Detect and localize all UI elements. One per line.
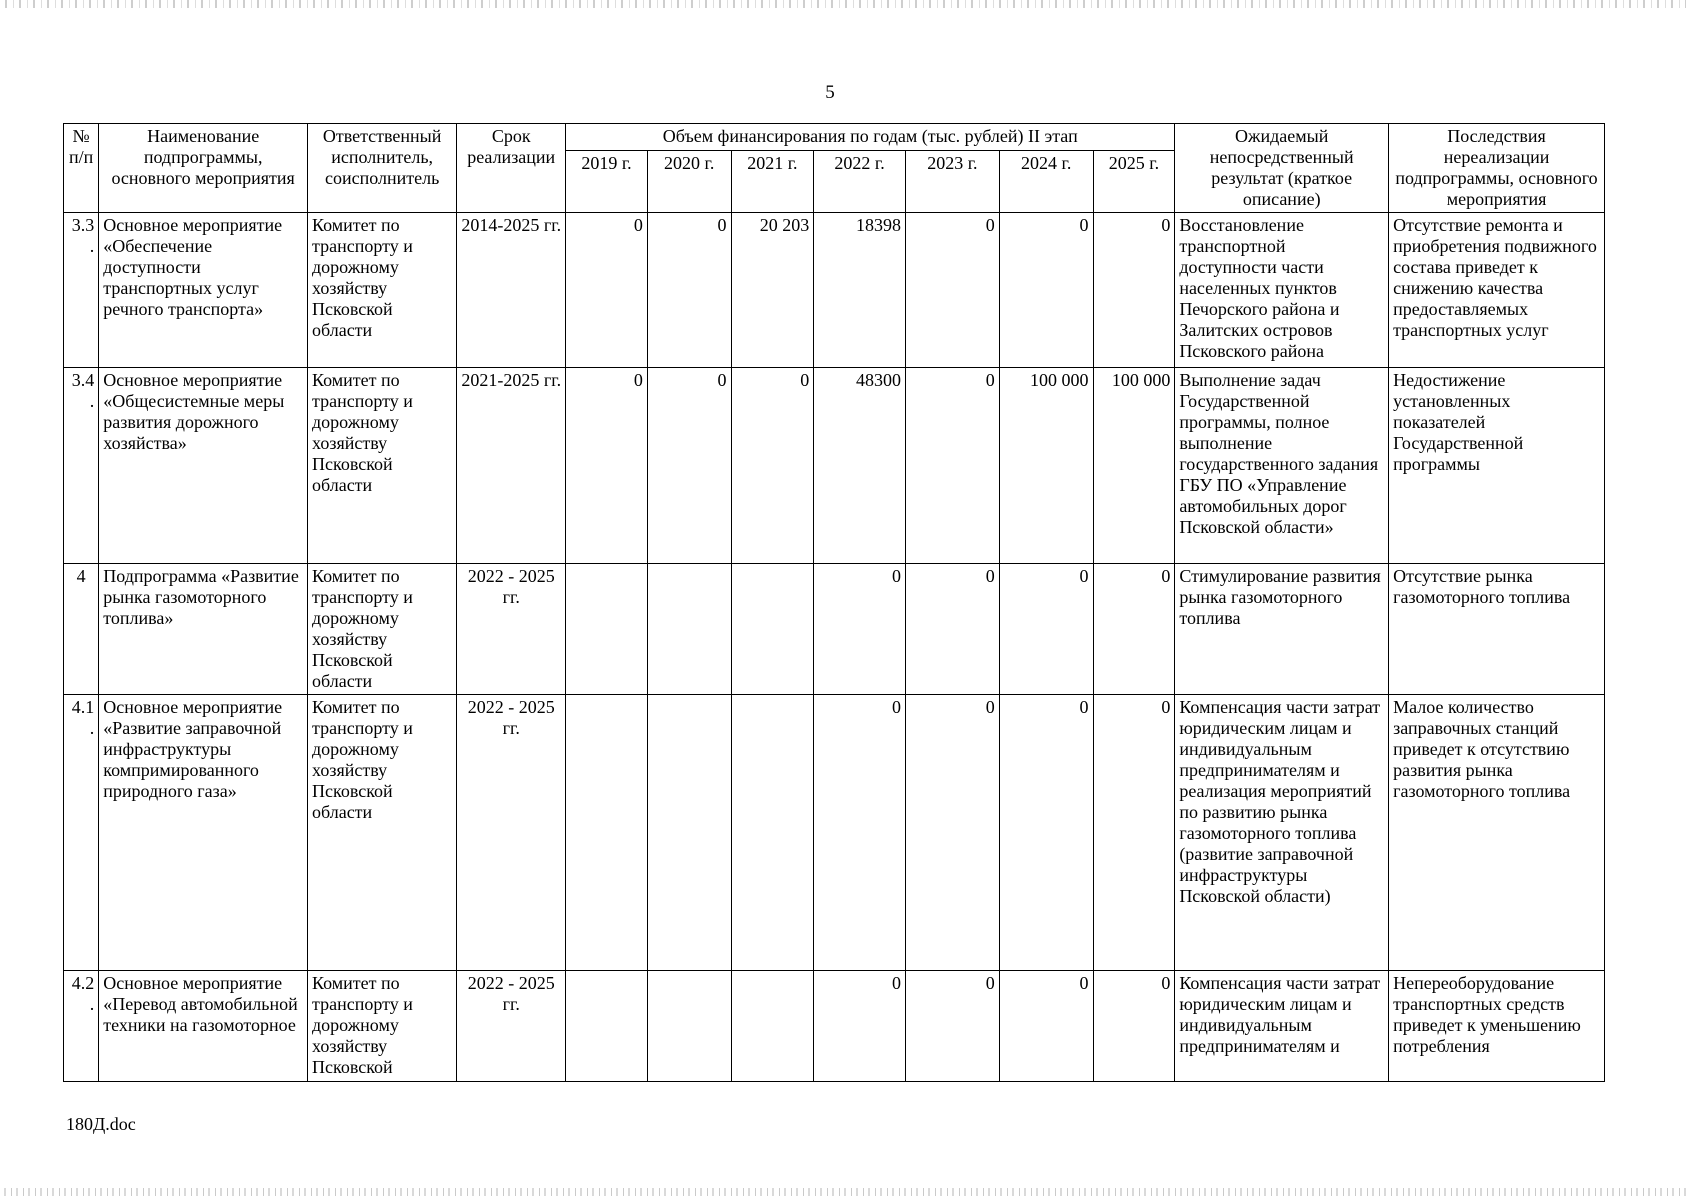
table-row bbox=[64, 695, 1605, 971]
table-row bbox=[64, 213, 1605, 368]
row-value bbox=[647, 564, 731, 695]
row-executor: Комитет по транспорту и дорожному хозяйству Псковской bbox=[308, 971, 457, 1082]
row-consequences: Отсутствие ремонта и приобретения подвижного состава приведет к снижению качества предоставляемых транспортных услуг bbox=[1389, 213, 1605, 368]
row-value: 0 bbox=[999, 213, 1093, 368]
row-name: Основное мероприятие «Перевод автомобильной техники на газомоторное bbox=[99, 971, 308, 1082]
row-result: Выполнение задач Государственной программы, полное выполнение государственного задания ГБУ ПО «Управление автомобильных дорог Псковской области» bbox=[1175, 368, 1389, 564]
row-name: Основное мероприятие «Общесистемные меры развития дорожного хозяйства» bbox=[99, 368, 308, 564]
row-result: Компенсация части затрат юридическим лицам и индивидуальным предпринимателям и реализация мероприятий по развитию рынка газомоторного топлива (развитие заправочной инфраструктуры Псковской области) bbox=[1175, 695, 1389, 971]
row-value: 0 bbox=[905, 564, 999, 695]
table-row bbox=[64, 368, 1605, 564]
row-executor: Комитет по транспорту и дорожному хозяйству Псковской области bbox=[308, 368, 457, 564]
footer-doc-name: 180Д.doc bbox=[66, 1114, 136, 1134]
row-term: 2022 - 2025 гг. bbox=[457, 695, 566, 971]
header-year: 2022 г. bbox=[814, 151, 906, 213]
row-value: 100 000 bbox=[999, 368, 1093, 564]
row-value: 20 203 bbox=[731, 213, 814, 368]
header-year: 2020 г. bbox=[647, 151, 731, 213]
row-term: 2022 - 2025 гг. bbox=[457, 971, 566, 1082]
scan-edge-top bbox=[0, 0, 1686, 8]
row-name: Подпрограмма «Развитие рынка газомоторного топлива» bbox=[99, 564, 308, 695]
header-year: 2021 г. bbox=[731, 151, 814, 213]
row-num: 3.3. bbox=[64, 213, 99, 368]
row-value bbox=[731, 695, 814, 971]
row-num: 4.2. bbox=[64, 971, 99, 1082]
row-value: 0 bbox=[905, 695, 999, 971]
header-funding: Объем финансирования по годам (тыс. рублей) II этап bbox=[566, 124, 1175, 151]
header-year: 2025 г. bbox=[1093, 151, 1175, 213]
row-consequences: Малое количество заправочных станций приведет к отсутствию развития рынка газомоторного топлива bbox=[1389, 695, 1605, 971]
row-name: Основное мероприятие «Обеспечение доступности транспортных услуг речного транспорта» bbox=[99, 213, 308, 368]
row-result: Компенсация части затрат юридическим лицам и индивидуальным предпринимателям и bbox=[1175, 971, 1389, 1082]
row-executor: Комитет по транспорту и дорожному хозяйству Псковской области bbox=[308, 564, 457, 695]
row-value bbox=[647, 695, 731, 971]
row-value: 0 bbox=[999, 971, 1093, 1082]
table-row bbox=[64, 971, 1605, 1082]
row-value bbox=[647, 971, 731, 1082]
header-result: Ожидаемый непосредственный результат (краткое описание) bbox=[1175, 124, 1389, 213]
funding-table bbox=[63, 123, 1605, 1082]
row-result: Стимулирование развития рынка газомоторного топлива bbox=[1175, 564, 1389, 695]
row-value: 100 000 bbox=[1093, 368, 1175, 564]
page-number: 5 bbox=[825, 82, 835, 103]
row-value: 0 bbox=[647, 368, 731, 564]
row-term: 2022 - 2025 гг. bbox=[457, 564, 566, 695]
table-row bbox=[64, 564, 1605, 695]
scan-edge-bottom bbox=[0, 1188, 1686, 1196]
header-year: 2023 г. bbox=[905, 151, 999, 213]
row-value: 0 bbox=[1093, 213, 1175, 368]
row-value: 0 bbox=[905, 971, 999, 1082]
row-value: 0 bbox=[905, 213, 999, 368]
header-row-1 bbox=[64, 124, 1605, 151]
header-num: № п/п bbox=[64, 124, 99, 213]
row-value bbox=[731, 971, 814, 1082]
row-value: 0 bbox=[566, 368, 648, 564]
header-executor: Ответственный исполнитель, соисполнитель bbox=[308, 124, 457, 213]
row-value: 0 bbox=[814, 564, 906, 695]
row-value: 0 bbox=[1093, 971, 1175, 1082]
row-num: 4.1. bbox=[64, 695, 99, 971]
row-value bbox=[566, 971, 648, 1082]
row-value: 18398 bbox=[814, 213, 906, 368]
row-term: 2021-2025 гг. bbox=[457, 368, 566, 564]
row-value bbox=[731, 564, 814, 695]
row-result: Восстановление транспортной доступности части населенных пунктов Печорского района и Залитских островов Псковского района bbox=[1175, 213, 1389, 368]
row-value: 0 bbox=[731, 368, 814, 564]
header-name: Наименование подпрограммы, основного мероприятия bbox=[99, 124, 308, 213]
row-num: 3.4. bbox=[64, 368, 99, 564]
row-value: 48300 bbox=[814, 368, 906, 564]
row-executor: Комитет по транспорту и дорожному хозяйству Псковской области bbox=[308, 695, 457, 971]
header-year: 2024 г. bbox=[999, 151, 1093, 213]
header-year: 2019 г. bbox=[566, 151, 648, 213]
row-value: 0 bbox=[999, 564, 1093, 695]
row-consequences: Отсутствие рынка газомоторного топлива bbox=[1389, 564, 1605, 695]
row-value: 0 bbox=[999, 695, 1093, 971]
row-num: 4 bbox=[64, 564, 99, 695]
row-value: 0 bbox=[814, 971, 906, 1082]
row-consequences: Непереоборудование транспортных средств приведет к уменьшению потребления bbox=[1389, 971, 1605, 1082]
row-value: 0 bbox=[1093, 564, 1175, 695]
row-consequences: Недостижение установленных показателей Государственной программы bbox=[1389, 368, 1605, 564]
row-name: Основное мероприятие «Развитие заправочной инфраструктуры компримированного природного газа» bbox=[99, 695, 308, 971]
row-value: 0 bbox=[814, 695, 906, 971]
row-term: 2014-2025 гг. bbox=[457, 213, 566, 368]
row-value bbox=[566, 695, 648, 971]
row-value: 0 bbox=[905, 368, 999, 564]
row-executor: Комитет по транспорту и дорожному хозяйству Псковской области bbox=[308, 213, 457, 368]
header-term: Срок реализации bbox=[457, 124, 566, 213]
header-consequences: Последствия нереализации подпрограммы, основного мероприятия bbox=[1389, 124, 1605, 213]
row-value: 0 bbox=[566, 213, 648, 368]
row-value bbox=[566, 564, 648, 695]
row-value: 0 bbox=[1093, 695, 1175, 971]
row-value: 0 bbox=[647, 213, 731, 368]
